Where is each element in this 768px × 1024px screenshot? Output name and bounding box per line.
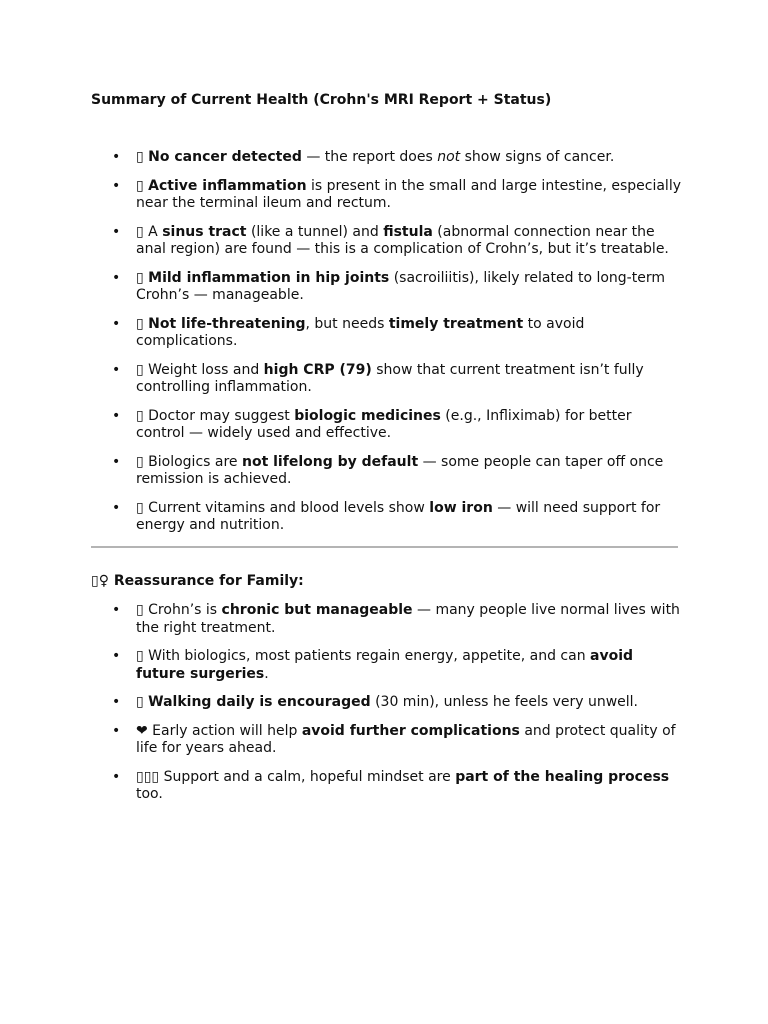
item-text: ▯ Crohn’s is xyxy=(136,602,222,618)
item-text-italic: not xyxy=(437,149,461,165)
item-text-bold: Mild inflammation in hip joints xyxy=(148,269,390,286)
item-text: ▯ xyxy=(136,149,149,165)
item-text: , but needs xyxy=(305,315,389,332)
item-text: — some people can taper off once remission is achieved. xyxy=(136,453,664,487)
item-text-bold: Walking daily is encouraged xyxy=(148,694,371,710)
item-text-bold: Active inflammation xyxy=(148,177,307,194)
item-text-bold: fistula xyxy=(383,223,433,240)
list-item xyxy=(112,149,682,167)
item-text: ▯ With biologics, most patients regain energy, appetite, and can xyxy=(136,648,591,664)
list-item xyxy=(112,648,682,683)
list-item xyxy=(112,694,682,712)
list-item xyxy=(112,408,682,443)
item-text-bold: biologic medicines xyxy=(294,407,441,424)
list-item xyxy=(112,723,682,758)
item-text-bold: avoid further complications xyxy=(301,722,520,739)
item-text-bold: not lifelong by default xyxy=(241,453,419,470)
item-text-bold: high CRP (79) xyxy=(263,361,372,378)
page-title: Summary of Current Health (Crohn's MRI Report + Status) xyxy=(91,92,552,108)
list-item xyxy=(112,178,682,213)
item-text: — many people live normal lives with the right treatment. xyxy=(136,602,680,636)
item-text: . xyxy=(264,665,269,682)
item-text: (like a tunnel) and xyxy=(246,223,384,240)
item-text-bold: sinus tract xyxy=(162,223,247,240)
item-text: show that current treatment isn’t fully controlling inflammation. xyxy=(136,361,644,395)
item-text: — the report does xyxy=(301,149,438,165)
list-item xyxy=(112,362,682,397)
item-text: (30 min), unless he feels very unwell. xyxy=(370,694,639,710)
section-divider xyxy=(91,546,678,548)
list-item xyxy=(112,316,682,351)
item-text: ▯ xyxy=(136,694,149,710)
item-text: ▯▯▯ Support and a calm, hopeful mindset are xyxy=(136,768,456,785)
item-text: to avoid complications. xyxy=(136,315,585,349)
item-text-bold: Not life-threatening xyxy=(148,315,306,332)
list-item xyxy=(112,500,682,535)
item-text-bold: chronic but manageable xyxy=(221,602,413,618)
item-text: ▯ xyxy=(136,177,149,194)
family-section-heading: ▯♀ Reassurance for Family: xyxy=(91,573,304,589)
item-text: is present in the small and large intestine, especially near the terminal ileum and rectum. xyxy=(136,177,681,211)
item-text: (abnormal connection near the anal region) are found — this is a complication of Crohn’s, but it’s treatable. xyxy=(136,223,669,257)
item-text: (e.g., Infliximab) for better control — widely used and effective. xyxy=(136,407,632,441)
item-text: too. xyxy=(136,786,163,802)
list-item xyxy=(112,769,682,804)
item-text: ▯ xyxy=(136,269,149,286)
item-text-bold: avoid future surgeries xyxy=(136,648,634,682)
list-item xyxy=(112,270,682,305)
item-text: ▯ Weight loss and xyxy=(136,361,264,378)
item-text-bold: No cancer detected xyxy=(148,149,302,165)
item-text: — will need support for energy and nutrition. xyxy=(136,499,661,533)
item-text: ▯ xyxy=(136,315,149,332)
item-text: (sacroiliitis), likely related to long-term Crohn’s — manageable. xyxy=(136,269,665,303)
item-text: ❤ Early action will help xyxy=(136,722,302,739)
list-item xyxy=(112,224,682,259)
item-text: and protect quality of life for years ahead. xyxy=(136,722,676,756)
item-text: show signs of cancer. xyxy=(460,149,615,165)
list-item xyxy=(112,454,682,489)
item-text-bold: low iron xyxy=(429,499,493,516)
item-text-bold: timely treatment xyxy=(388,315,524,332)
list-item xyxy=(112,602,682,637)
item-text-bold: part of the healing process xyxy=(455,768,670,785)
item-text: ▯ Biologics are xyxy=(136,453,242,470)
family-reassurance-list xyxy=(112,602,682,815)
item-text: ▯ A xyxy=(136,223,163,240)
item-text: ▯ Doctor may suggest xyxy=(136,407,295,424)
health-summary-list xyxy=(112,149,682,546)
item-text: ▯ Current vitamins and blood levels show xyxy=(136,499,430,516)
